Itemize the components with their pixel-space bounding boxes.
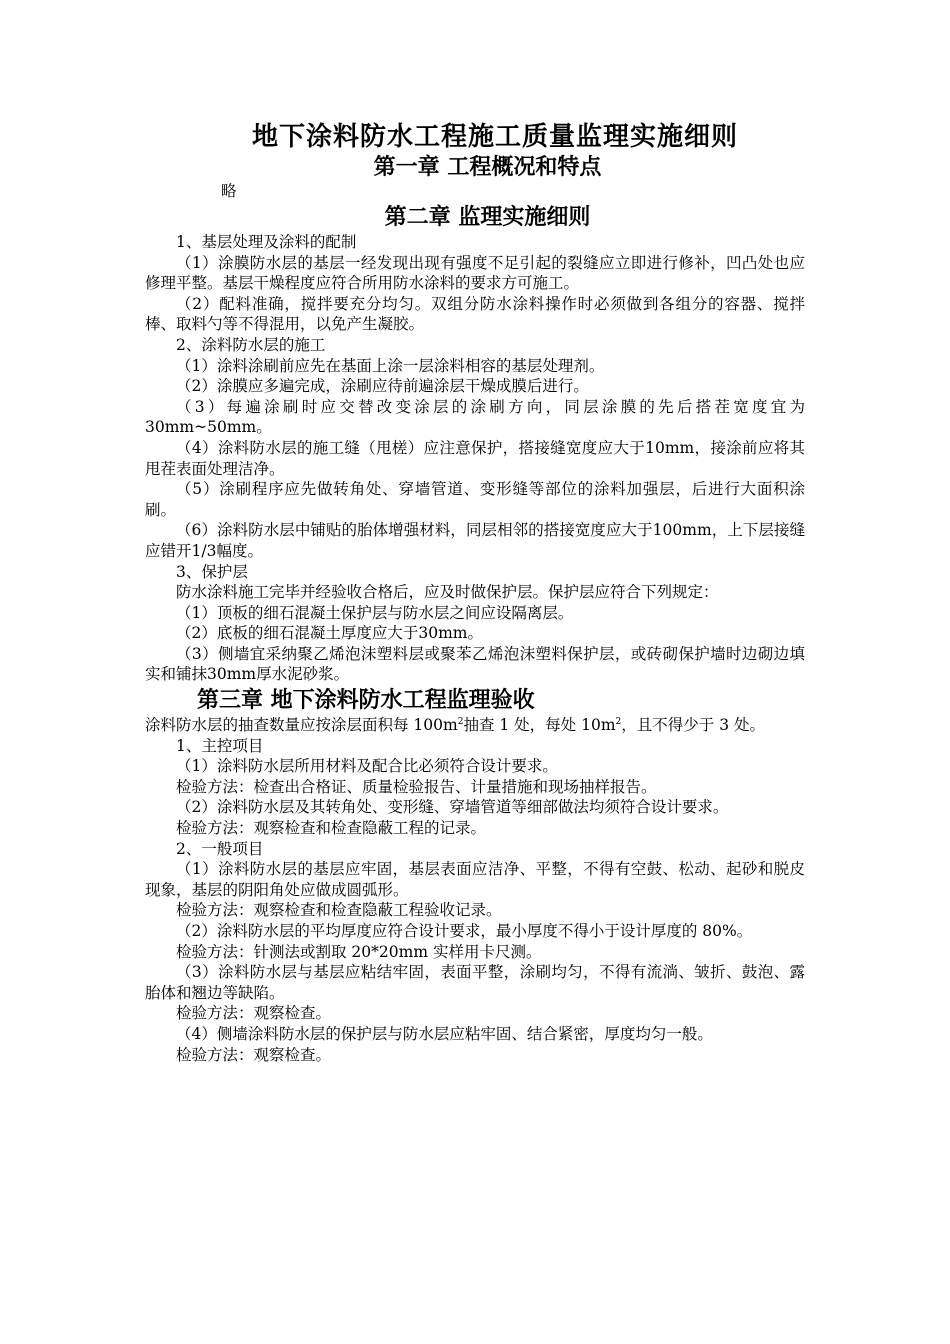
paragraph: 3、保护层: [176, 562, 248, 581]
superscript: 2: [457, 716, 464, 727]
paragraph: （1）顶板的细石混凝土保护层与防水层之间应设隔离层。: [176, 603, 574, 622]
intro-text-c: ，且不得少于 3 处。: [621, 716, 765, 735]
paragraph: 检验方法：观察检查。: [176, 1004, 332, 1023]
paragraph: （2）涂料防水层及其转角处、变形缝、穿墙管道等细部做法均须符合设计要求。: [176, 798, 729, 817]
paragraph: （2）涂料防水层的平均厚度应符合设计要求，最小厚度不得小于设计厚度的 80%。: [176, 922, 753, 940]
paragraph: 检验方法：观察检查。: [176, 1045, 332, 1064]
paragraph: （3）侧墙宜采纳聚乙烯泡沫塑料层或聚苯乙烯泡沫塑料保护层，或砖砌保护墙时边砌边填实和铺抹30mm厚水泥砂浆。: [145, 644, 805, 684]
document-title: 地下涂料防水工程施工质量监理实施细则: [251, 122, 738, 152]
document-body: [145, 120, 805, 1065]
paragraph: 检验方法：观察检查和检查隐蔽工程验收记录。: [176, 901, 502, 920]
superscript: 2: [615, 716, 622, 727]
paragraph: （2）底板的细石混凝土厚度应大于30mm。: [176, 624, 483, 643]
paragraph: （3）每遍涂刷时应交替改变涂层的涂刷方向，同层涂膜的先后搭茬宽度宜为30mm~50mm。: [145, 397, 805, 437]
paragraph: （4）涂料防水层的施工缝（甩槎）应注意保护，搭接缝宽度应大于10mm，接涂前应将其甩茬表面处理洁净。: [145, 438, 805, 478]
paragraph: 1、基层处理及涂料的配制: [176, 233, 357, 251]
paragraph: 2、一般项目: [176, 839, 264, 858]
intro-text-a: 涂料防水层的抽查数量应按涂层面积每 100m: [145, 716, 458, 735]
chapter-3-intro: [145, 715, 805, 736]
paragraph: （3）涂料防水层与基层应粘结牢固，表面平整，涂刷均匀，不得有流淌、皱折、鼓泡、露胎体和翘边等缺陷。: [145, 963, 805, 1002]
chapter-3-heading: 第三章 地下涂料防水工程监理验收: [197, 687, 535, 714]
chapter-1-body: 略: [221, 182, 237, 200]
chapter-1-heading: 第一章 工程概况和特点: [373, 154, 602, 180]
chapter-2-heading: 第二章 监理实施细则: [384, 204, 591, 230]
paragraph: 防水涂料施工完毕并经验收合格后，应及时做保护层。保护层应符合下列规定：: [176, 583, 719, 602]
paragraph: （1）涂料防水层所用材料及配合比必须符合设计要求。: [176, 757, 558, 776]
paragraph: 2、涂料防水层的施工: [176, 335, 326, 354]
paragraph: 检验方法：观察检查和检查隐蔽工程的记录。: [176, 819, 487, 838]
paragraph: （2）涂膜应多遍完成，涂刷应待前遍涂层干燥成膜后进行。: [176, 377, 589, 396]
paragraph: （5）涂刷程序应先做转角处、穿墙管道、变形缝等部位的涂料加强层，后进行大面积涂刷。: [145, 480, 805, 519]
intro-text-b: 抽查 1 处，每处 10m: [463, 716, 616, 735]
paragraph: （1）涂料防水层的基层应牢固，基层表面应洁净、平整，不得有空鼓、松动、起砂和脱皮现象，基层的阴阳角处应做成圆弧形。: [145, 860, 805, 899]
paragraph: （1）涂膜防水层的基层一经发现出现有强度不足引起的裂缝应立即进行修补，凹凸处也应修理平整。基层干燥程度应符合所用防水涂料的要求方可施工。: [145, 253, 805, 293]
paragraph: 1、主控项目: [176, 736, 264, 755]
paragraph: （4）侧墙涂料防水层的保护层与防水层应粘牢固、结合紧密，厚度均匀一般。: [176, 1024, 713, 1043]
paragraph: 检验方法：检查出合格证、质量检验报告、计量措施和现场抽样报告。: [176, 777, 657, 796]
paragraph: （2）配料准确，搅拌要充分均匀。双组分防水涂料操作时必须做到各组分的容器、搅拌棒、取料勺等不得混用，以免产生凝胶。: [145, 294, 805, 334]
paragraph: 检验方法：针测法或割取 20*20mm 实样用卡尺测。: [176, 942, 542, 961]
paragraph: （6）涂料防水层中铺贴的胎体增强材料，同层相邻的搭接宽度应大于100mm，上下层接缝应错开1/3幅度。: [145, 521, 805, 560]
paragraph: （1）涂料涂刷前应先在基面上涂一层涂料相容的基层处理剂。: [176, 356, 605, 375]
